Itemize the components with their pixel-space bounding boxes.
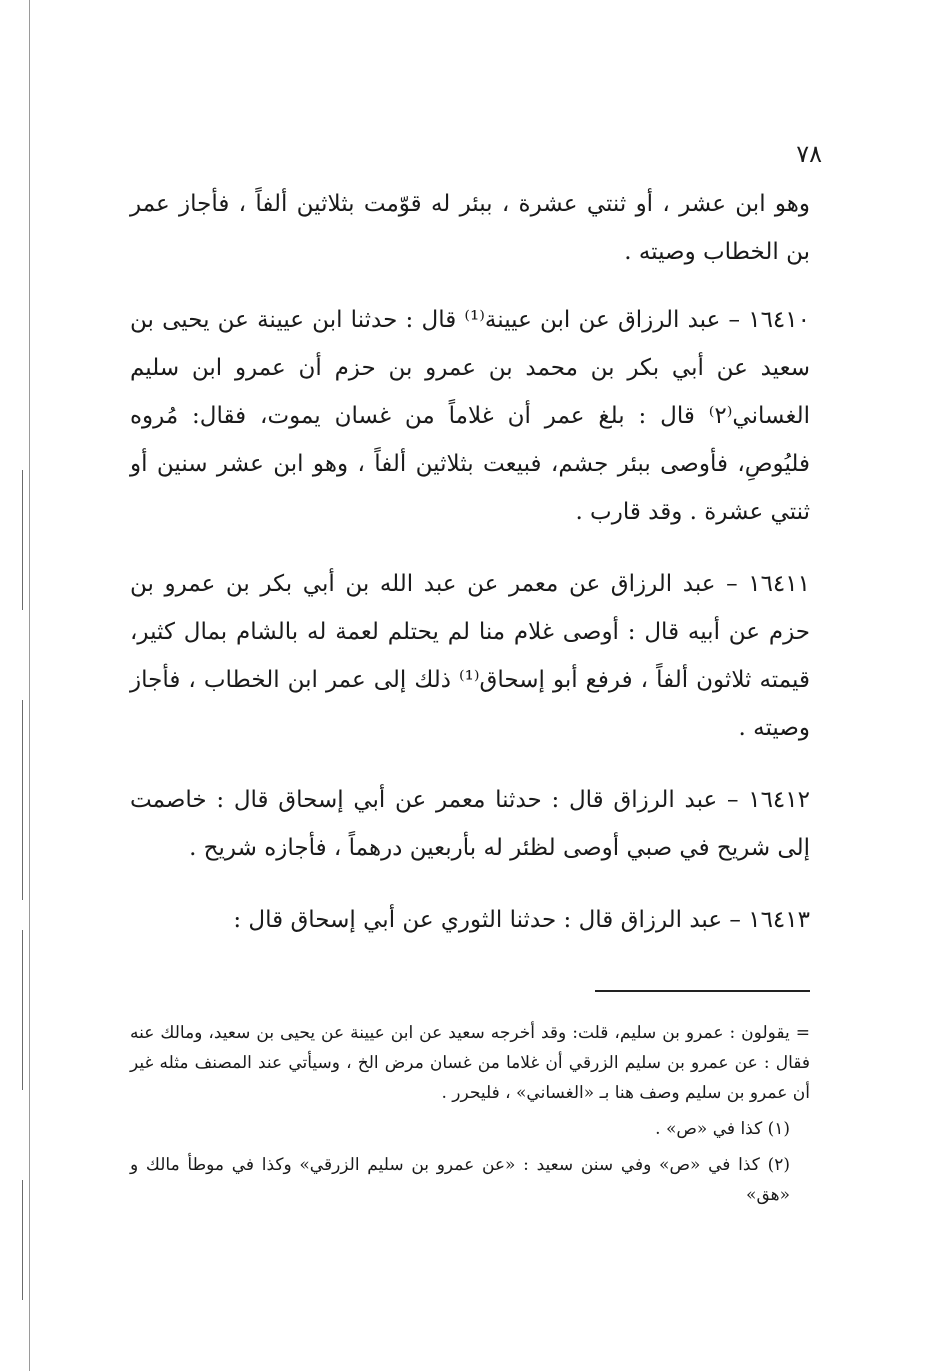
- main-text: [130, 180, 810, 968]
- scan-margin-mark: [22, 700, 23, 900]
- scan-margin-mark: [22, 930, 23, 1090]
- paragraph-continuation: وهو ابن عشر ، أو ثنتي عشرة ، ببئر له قوّمت بثلاثين ألفاً ، فأجاز عمر بن الخطاب وصيته .: [130, 191, 810, 265]
- footnote-2: (٢) كذا في «ص» وفي سنن سعيد : «عن عمرو بن سليم الزرقي» وكذا في موطأ مالك و «هق»: [130, 1155, 790, 1205]
- scan-margin-mark: [22, 1180, 23, 1300]
- scan-page-edge: [29, 0, 30, 1371]
- footnote-separator: [595, 990, 810, 992]
- paragraph-hadith-16413: ١٦٤١٣ – عبد الرزاق قال : حدثنا الثوري عن أبي إسحاق قال :: [233, 907, 810, 933]
- footnotes: [130, 1018, 810, 1216]
- paragraph-hadith-16410: ١٦٤١٠ – عبد الرزاق عن ابن عيينة⁽¹⁾ قال : حدثنا ابن عيينة عن يحيى بن سعيد عن أبي بكر بن محمد بن عمرو بن حزم أن عمرو ابن سليم الغساني⁽٢⁾ قال : بلغ عمر أن غلاماً من غسان يموت، فقال: مُروه فليُوصِ، فأوصى ببئر جشم، فبيعت بثلاثين ألفاً ، وهو ابن عشر سنين أو ثنتي عشرة . وقد قارب .: [130, 307, 810, 525]
- scan-margin-mark: [22, 470, 23, 610]
- paragraph-hadith-16412: ١٦٤١٢ – عبد الرزاق قال : حدثنا معمر عن أبي إسحاق قال : خاصمت إلى شريح في صبي أوصى لظئر له بأربعين درهماً ، فأجازه شريح .: [130, 787, 810, 861]
- footnote-continuation: = يقولون : عمرو بن سليم، قلت: وقد أخرجه سعيد عن ابن عيينة عن يحيى بن سعيد، ومالك عنه فقال : عن عمرو بن سليم الزرقي أن غلاما من غسان مرض الخ ، وسيأتي عند المصنف مثله غير أن عمرو بن سليم وصف هنا بـ «الغساني» ، فليحرر .: [130, 1023, 810, 1103]
- paragraph-hadith-16411: ١٦٤١١ – عبد الرزاق عن معمر عن عبد الله بن أبي بكر بن عمرو بن حزم عن أبيه قال : أوصى غلام منا لم يحتلم لعمة له بالشام بمال كثير، قيمته ثلاثون ألفاً ، فرفع أبو إسحاق⁽¹⁾ ذلك إلى عمر ابن الخطاب ، فأجاز وصيته .: [130, 571, 810, 741]
- footnote-1: (١) كذا في «ص» .: [655, 1119, 790, 1139]
- page-number: ٧٨: [796, 140, 822, 168]
